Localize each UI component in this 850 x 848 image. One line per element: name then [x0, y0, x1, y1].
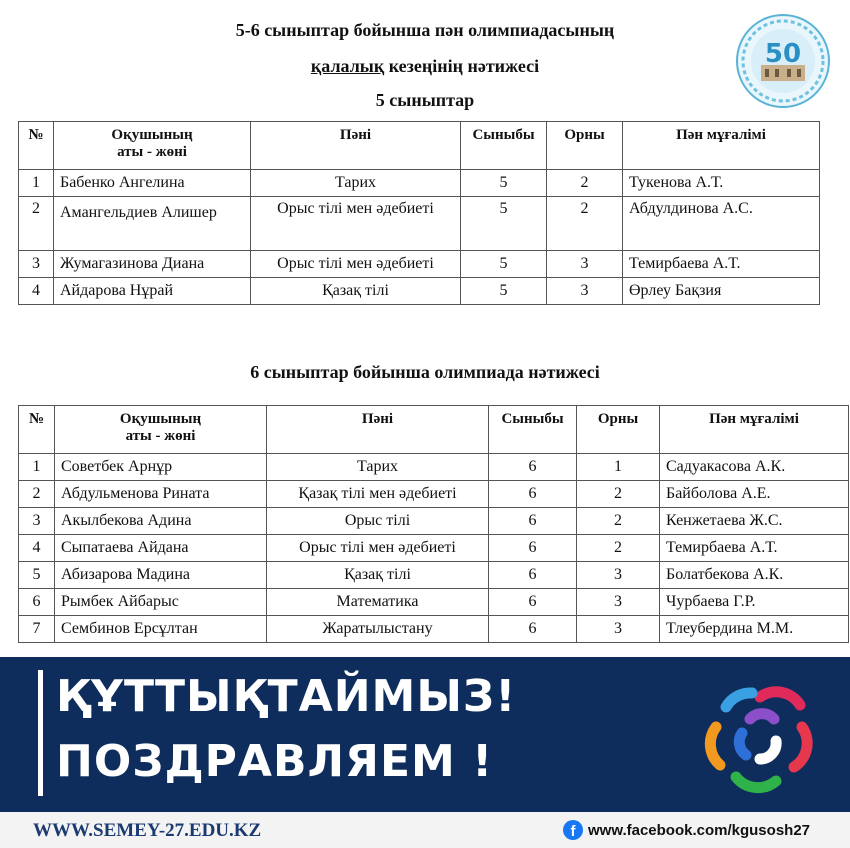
cell-name: Сембинов Ерсұлтан — [55, 616, 267, 643]
table-row — [19, 616, 849, 643]
cell-subject: Орыс тілі мен әдебиеті — [251, 251, 461, 278]
cell-subject: Тарих — [267, 454, 489, 481]
table-row — [19, 197, 820, 251]
col-header-subject: Пәні — [251, 122, 461, 170]
cell-subject: Жаратылыстану — [267, 616, 489, 643]
swirl-logo-icon — [690, 667, 830, 807]
col-header-num: № — [19, 406, 55, 454]
cell-num: 1 — [19, 170, 54, 197]
cell-grade: 5 — [461, 278, 547, 305]
cell-num: 4 — [19, 535, 55, 562]
col-header-subject: Пәні — [267, 406, 489, 454]
facebook-icon: f — [563, 820, 583, 840]
cell-place: 2 — [547, 197, 623, 251]
cell-num: 1 — [19, 454, 55, 481]
cell-place: 3 — [547, 251, 623, 278]
table-header-row — [19, 122, 820, 170]
logo-number: 50 — [764, 39, 802, 69]
cell-num: 4 — [19, 278, 54, 305]
col-header-num: № — [19, 122, 54, 170]
cell-grade: 6 — [489, 481, 577, 508]
cell-teacher: Өрлеу Бақзия — [623, 278, 820, 305]
cell-teacher: Темирбаева А.Т. — [660, 535, 849, 562]
title-line-2-rest: кезеңінің нәтижесі — [384, 56, 540, 76]
cell-grade: 6 — [489, 535, 577, 562]
cell-grade: 6 — [489, 454, 577, 481]
cell-subject: Қазақ тілі — [267, 562, 489, 589]
cell-name: Бабенко Ангелина — [54, 170, 251, 197]
cell-num: 2 — [19, 481, 55, 508]
cell-place: 2 — [577, 481, 660, 508]
cell-name: Сыпатаева Айдана — [55, 535, 267, 562]
cell-grade: 5 — [461, 251, 547, 278]
table-row — [19, 508, 849, 535]
facebook-url: www.facebook.com/kgusosh27 — [588, 821, 811, 839]
col-header-name — [54, 122, 251, 170]
cell-grade: 6 — [489, 562, 577, 589]
col-header-grade: Сыныбы — [461, 122, 547, 170]
cell-teacher: Садуакасова А.К. — [660, 454, 849, 481]
school-anniversary-logo — [735, 13, 831, 109]
cell-teacher: Абдулдинова А.С. — [623, 197, 820, 251]
col-header-place: Орны — [547, 122, 623, 170]
cell-subject: Орыс тілі мен әдебиеті — [267, 535, 489, 562]
cell-subject: Математика — [267, 589, 489, 616]
cell-num: 3 — [19, 508, 55, 535]
cell-subject: Қазақ тілі — [251, 278, 461, 305]
cell-place: 2 — [547, 170, 623, 197]
cell-teacher: Тукенова А.Т. — [623, 170, 820, 197]
table-row — [19, 251, 820, 278]
section-title-grade6: 6 сыныптар бойынша олимпиада нәтижесі — [250, 362, 600, 382]
col-header-teacher: Пән мұғалімі — [623, 122, 820, 170]
cell-grade: 5 — [461, 170, 547, 197]
banner-accent-bar — [38, 670, 43, 796]
col-header-name — [55, 406, 267, 454]
table-row — [19, 170, 820, 197]
col-header-teacher: Пән мұғалімі — [660, 406, 849, 454]
footer — [0, 812, 850, 848]
cell-name: Советбек Арнұр — [55, 454, 267, 481]
cell-num: 3 — [19, 251, 54, 278]
col-header-place: Орны — [577, 406, 660, 454]
cell-place: 3 — [547, 278, 623, 305]
cell-place: 2 — [577, 508, 660, 535]
section-title-grade5: 5 сыныптар — [375, 90, 475, 110]
cell-num: 7 — [19, 616, 55, 643]
table-row — [19, 589, 849, 616]
cell-place: 3 — [577, 616, 660, 643]
table-row — [19, 562, 849, 589]
banner-line-kazakh: ҚҰТТЫҚТАЙМЫЗ! — [56, 671, 517, 722]
cell-place: 1 — [577, 454, 660, 481]
cell-name: Акылбекова Адина — [55, 508, 267, 535]
banner-line-russian: ПОЗДРАВЛЯЕМ ! — [56, 736, 494, 787]
table-row — [19, 535, 849, 562]
cell-teacher: Тлеубердина М.М. — [660, 616, 849, 643]
col-header-name-line2: аты - жөні — [125, 428, 196, 444]
cell-grade: 6 — [489, 616, 577, 643]
table-header-row — [19, 406, 849, 454]
title-line-1: 5-6 сыныптар бойынша пән олимпиадасының — [235, 20, 615, 40]
cell-name: Жумагазинова Диана — [54, 251, 251, 278]
cell-subject: Тарих — [251, 170, 461, 197]
cell-name: Абизарова Мадина — [55, 562, 267, 589]
col-header-name-line1: Оқушының — [119, 411, 202, 427]
cell-subject: Орыс тілі мен әдебиеті — [251, 197, 461, 251]
cell-place: 3 — [577, 589, 660, 616]
cell-place: 3 — [577, 562, 660, 589]
cell-name: Айдарова Нұрай — [54, 278, 251, 305]
cell-name: Амангельдиев Алишер — [54, 197, 251, 251]
title-underlined-word: қалалық — [310, 56, 385, 76]
cell-teacher: Чурбаева Г.Р. — [660, 589, 849, 616]
cell-num: 6 — [19, 589, 55, 616]
cell-teacher: Темирбаева А.Т. — [623, 251, 820, 278]
col-header-name-line1: Оқушының — [111, 127, 193, 143]
table-row — [19, 278, 820, 305]
cell-teacher: Кенжетаева Ж.С. — [660, 508, 849, 535]
cell-teacher: Байболова А.Е. — [660, 481, 849, 508]
cell-grade: 6 — [489, 589, 577, 616]
cell-name: Рымбек Айбарыс — [55, 589, 267, 616]
table-row — [19, 454, 849, 481]
cell-teacher: Болатбекова А.К. — [660, 562, 849, 589]
congratulations-banner — [0, 657, 850, 812]
grade6-results-table — [18, 405, 849, 643]
facebook-link[interactable] — [563, 820, 810, 840]
col-header-grade: Сыныбы — [489, 406, 577, 454]
website-link[interactable]: WWW.SEMEY-27.EDU.KZ — [33, 820, 262, 841]
cell-num: 5 — [19, 562, 55, 589]
cell-place: 2 — [577, 535, 660, 562]
cell-num: 2 — [19, 197, 54, 251]
title-line-2 — [0, 56, 850, 77]
grade5-results-table — [18, 121, 820, 305]
cell-grade: 5 — [461, 197, 547, 251]
cell-name: Абдульменова Рината — [55, 481, 267, 508]
cell-grade: 6 — [489, 508, 577, 535]
col-header-name-line2: аты - жөні — [117, 144, 187, 160]
cell-subject: Орыс тілі — [267, 508, 489, 535]
cell-subject: Қазақ тілі мен әдебиеті — [267, 481, 489, 508]
table-row — [19, 481, 849, 508]
